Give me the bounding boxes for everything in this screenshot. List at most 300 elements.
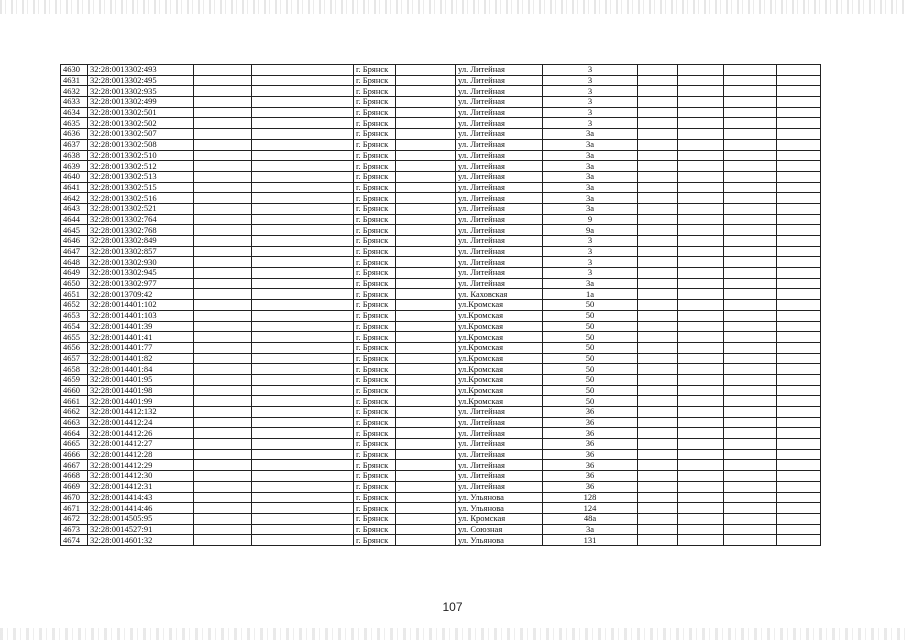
cell-empty xyxy=(678,257,724,268)
table-row xyxy=(61,182,821,193)
cell-empty xyxy=(678,353,724,364)
table-row xyxy=(61,268,821,279)
cell-city: г. Брянск xyxy=(354,503,396,514)
cell-cadastral-number: 32:28:0014412:26 xyxy=(88,428,194,439)
cell-cadastral-number: 32:28:0014401:41 xyxy=(88,332,194,343)
cell-empty xyxy=(252,107,354,118)
cell-empty xyxy=(724,524,777,535)
cell-number: 4656 xyxy=(61,342,88,353)
table-row xyxy=(61,225,821,236)
cell-cadastral-number: 32:28:0014505:95 xyxy=(88,513,194,524)
cell-empty xyxy=(252,524,354,535)
cell-empty xyxy=(252,321,354,332)
cell-empty xyxy=(777,171,821,182)
cell-empty xyxy=(724,182,777,193)
cell-cadastral-number: 32:28:0013302:977 xyxy=(88,278,194,289)
cell-empty xyxy=(777,86,821,97)
cell-number: 4669 xyxy=(61,481,88,492)
cell-empty xyxy=(638,86,678,97)
cell-city: г. Брянск xyxy=(354,471,396,482)
cell-street: ул. Союзная xyxy=(456,524,543,535)
cell-house: 3а xyxy=(543,203,638,214)
cell-number: 4652 xyxy=(61,300,88,311)
cell-number: 4631 xyxy=(61,75,88,86)
cell-house: 50 xyxy=(543,374,638,385)
scan-noise-top xyxy=(0,0,905,14)
cell-empty xyxy=(678,364,724,375)
cell-empty xyxy=(724,332,777,343)
cell-street: ул. Литейная xyxy=(456,171,543,182)
cell-street: ул. Литейная xyxy=(456,407,543,418)
cell-empty xyxy=(194,503,252,514)
cell-empty xyxy=(252,417,354,428)
cell-empty xyxy=(678,524,724,535)
cell-number: 4664 xyxy=(61,428,88,439)
cell-empty xyxy=(777,214,821,225)
cell-empty xyxy=(724,75,777,86)
cell-street: ул. Литейная xyxy=(456,182,543,193)
cell-empty xyxy=(252,503,354,514)
cell-city: г. Брянск xyxy=(354,353,396,364)
cell-city: г. Брянск xyxy=(354,396,396,407)
cell-empty xyxy=(252,364,354,375)
cell-empty xyxy=(252,342,354,353)
table-row xyxy=(61,257,821,268)
cell-house: 50 xyxy=(543,342,638,353)
cell-empty xyxy=(396,86,456,97)
cell-street: ул. Литейная xyxy=(456,460,543,471)
cell-empty xyxy=(777,129,821,140)
cell-empty xyxy=(252,65,354,76)
table-row xyxy=(61,342,821,353)
cell-empty xyxy=(724,471,777,482)
cell-empty xyxy=(396,385,456,396)
cell-empty xyxy=(396,396,456,407)
table-row xyxy=(61,171,821,182)
cell-empty xyxy=(724,193,777,204)
cell-empty xyxy=(194,65,252,76)
table-row xyxy=(61,246,821,257)
cell-empty xyxy=(194,225,252,236)
cell-empty xyxy=(252,236,354,247)
cell-empty xyxy=(194,268,252,279)
cell-number: 4670 xyxy=(61,492,88,503)
cell-empty xyxy=(724,353,777,364)
cell-number: 4637 xyxy=(61,139,88,150)
cell-street: ул. Литейная xyxy=(456,246,543,257)
cell-city: г. Брянск xyxy=(354,342,396,353)
table-row xyxy=(61,97,821,108)
table-row xyxy=(61,417,821,428)
cell-street: ул. Литейная xyxy=(456,278,543,289)
cell-empty xyxy=(396,374,456,385)
cell-cadastral-number: 32:28:0014401:99 xyxy=(88,396,194,407)
cell-number: 4642 xyxy=(61,193,88,204)
cell-empty xyxy=(678,492,724,503)
table-row xyxy=(61,513,821,524)
cell-empty xyxy=(194,236,252,247)
cell-empty xyxy=(777,97,821,108)
cell-empty xyxy=(252,150,354,161)
cell-city: г. Брянск xyxy=(354,203,396,214)
cell-street: ул.Кромская xyxy=(456,374,543,385)
cell-cadastral-number: 32:28:0013302:935 xyxy=(88,86,194,97)
cell-number: 4666 xyxy=(61,449,88,460)
cell-empty xyxy=(194,417,252,428)
cell-street: ул. Литейная xyxy=(456,203,543,214)
cell-empty xyxy=(638,97,678,108)
cell-empty xyxy=(777,407,821,418)
cell-number: 4653 xyxy=(61,310,88,321)
cell-empty xyxy=(724,417,777,428)
cell-empty xyxy=(396,171,456,182)
cell-cadastral-number: 32:28:0014401:98 xyxy=(88,385,194,396)
cell-empty xyxy=(252,118,354,129)
cell-empty xyxy=(724,407,777,418)
cell-house: 3 xyxy=(543,118,638,129)
cell-empty xyxy=(252,428,354,439)
table-row xyxy=(61,492,821,503)
cell-cadastral-number: 32:28:0014401:84 xyxy=(88,364,194,375)
cell-number: 4648 xyxy=(61,257,88,268)
cell-empty xyxy=(724,374,777,385)
cell-house: 124 xyxy=(543,503,638,514)
cell-empty xyxy=(396,503,456,514)
cell-empty xyxy=(252,300,354,311)
cell-street: ул.Кромская xyxy=(456,342,543,353)
table-row xyxy=(61,139,821,150)
cell-empty xyxy=(638,428,678,439)
cell-street: ул. Литейная xyxy=(456,161,543,172)
cell-street: ул. Литейная xyxy=(456,129,543,140)
cell-empty xyxy=(194,449,252,460)
cell-empty xyxy=(678,86,724,97)
cell-empty xyxy=(724,513,777,524)
cell-street: ул. Литейная xyxy=(456,75,543,86)
cell-empty xyxy=(678,449,724,460)
cell-empty xyxy=(194,150,252,161)
cell-empty xyxy=(777,65,821,76)
cell-number: 4674 xyxy=(61,535,88,546)
table-row xyxy=(61,439,821,450)
cell-city: г. Брянск xyxy=(354,257,396,268)
cell-empty xyxy=(396,278,456,289)
cell-city: г. Брянск xyxy=(354,225,396,236)
cell-city: г. Брянск xyxy=(354,417,396,428)
cell-empty xyxy=(194,332,252,343)
cell-street: ул. Литейная xyxy=(456,257,543,268)
cell-empty xyxy=(638,182,678,193)
cell-empty xyxy=(396,150,456,161)
cell-empty xyxy=(777,342,821,353)
cell-empty xyxy=(678,203,724,214)
cell-empty xyxy=(396,428,456,439)
cell-cadastral-number: 32:28:0013302:513 xyxy=(88,171,194,182)
cell-empty xyxy=(724,86,777,97)
cell-empty xyxy=(396,353,456,364)
cell-empty xyxy=(194,129,252,140)
cell-empty xyxy=(396,65,456,76)
cell-empty xyxy=(638,503,678,514)
cell-city: г. Брянск xyxy=(354,129,396,140)
cell-empty xyxy=(777,524,821,535)
table-row xyxy=(61,203,821,214)
cell-number: 4651 xyxy=(61,289,88,300)
table-row xyxy=(61,449,821,460)
cell-empty xyxy=(678,513,724,524)
cell-empty xyxy=(638,268,678,279)
cell-empty xyxy=(678,182,724,193)
cell-house: 3а xyxy=(543,139,638,150)
cell-empty xyxy=(638,65,678,76)
cell-empty xyxy=(194,182,252,193)
cell-cadastral-number: 32:28:0013302:849 xyxy=(88,236,194,247)
cell-cadastral-number: 32:28:0014401:82 xyxy=(88,353,194,364)
cell-empty xyxy=(252,182,354,193)
cell-cadastral-number: 32:28:0013302:945 xyxy=(88,268,194,279)
cell-empty xyxy=(252,193,354,204)
cell-street: ул. Литейная xyxy=(456,428,543,439)
cell-empty xyxy=(777,289,821,300)
cell-empty xyxy=(777,417,821,428)
cell-empty xyxy=(638,161,678,172)
cell-empty xyxy=(724,449,777,460)
cell-street: ул.Кромская xyxy=(456,332,543,343)
cell-empty xyxy=(678,300,724,311)
cell-empty xyxy=(678,460,724,471)
cell-empty xyxy=(252,460,354,471)
cell-house: 3 xyxy=(543,268,638,279)
cell-city: г. Брянск xyxy=(354,268,396,279)
cell-empty xyxy=(724,385,777,396)
table-row xyxy=(61,428,821,439)
cell-empty xyxy=(724,214,777,225)
table-row xyxy=(61,460,821,471)
cell-cadastral-number: 32:28:0013302:499 xyxy=(88,97,194,108)
cell-empty xyxy=(194,396,252,407)
cell-empty xyxy=(252,396,354,407)
cell-empty xyxy=(724,492,777,503)
cell-house: 131 xyxy=(543,535,638,546)
cell-city: г. Брянск xyxy=(354,65,396,76)
cell-empty xyxy=(638,236,678,247)
cell-empty xyxy=(194,278,252,289)
cell-cadastral-number: 32:28:0013302:493 xyxy=(88,65,194,76)
cell-house: 3а xyxy=(543,193,638,204)
cell-empty xyxy=(252,139,354,150)
cell-empty xyxy=(396,332,456,343)
cell-empty xyxy=(396,460,456,471)
cell-city: г. Брянск xyxy=(354,139,396,150)
table-row xyxy=(61,396,821,407)
cell-house: 36 xyxy=(543,449,638,460)
cell-empty xyxy=(194,471,252,482)
cell-empty xyxy=(777,150,821,161)
cell-empty xyxy=(724,257,777,268)
cell-empty xyxy=(252,278,354,289)
cell-number: 4659 xyxy=(61,374,88,385)
cell-empty xyxy=(638,278,678,289)
cell-street: ул. Литейная xyxy=(456,439,543,450)
cell-city: г. Брянск xyxy=(354,321,396,332)
cell-number: 4639 xyxy=(61,161,88,172)
table-row xyxy=(61,503,821,514)
cell-empty xyxy=(678,428,724,439)
cell-street: ул. Литейная xyxy=(456,139,543,150)
cell-empty xyxy=(194,364,252,375)
cell-empty xyxy=(724,246,777,257)
cell-empty xyxy=(678,503,724,514)
cell-empty xyxy=(777,471,821,482)
cell-empty xyxy=(724,503,777,514)
cell-empty xyxy=(678,214,724,225)
cell-empty xyxy=(396,535,456,546)
cell-number: 4630 xyxy=(61,65,88,76)
cell-street: ул. Литейная xyxy=(456,225,543,236)
table-row xyxy=(61,278,821,289)
cell-empty xyxy=(252,97,354,108)
cell-city: г. Брянск xyxy=(354,182,396,193)
cell-house: 3 xyxy=(543,246,638,257)
cell-street: ул. Литейная xyxy=(456,193,543,204)
cell-street: ул.Кромская xyxy=(456,300,543,311)
cell-empty xyxy=(194,139,252,150)
cell-empty xyxy=(638,460,678,471)
cell-house: 50 xyxy=(543,364,638,375)
cell-empty xyxy=(724,97,777,108)
cell-empty xyxy=(194,535,252,546)
cell-empty xyxy=(638,129,678,140)
cell-street: ул.Кромская xyxy=(456,364,543,375)
cell-empty xyxy=(396,417,456,428)
cell-empty xyxy=(678,321,724,332)
cell-empty xyxy=(777,332,821,343)
cell-empty xyxy=(678,193,724,204)
cell-empty xyxy=(396,364,456,375)
cell-city: г. Брянск xyxy=(354,481,396,492)
cell-empty xyxy=(252,449,354,460)
cell-empty xyxy=(777,428,821,439)
cell-street: ул. Литейная xyxy=(456,97,543,108)
cell-empty xyxy=(724,139,777,150)
cell-house: 36 xyxy=(543,417,638,428)
cell-empty xyxy=(638,257,678,268)
cell-city: г. Брянск xyxy=(354,428,396,439)
cell-street: ул. Ульянова xyxy=(456,492,543,503)
table-row xyxy=(61,193,821,204)
cell-empty xyxy=(638,300,678,311)
cell-empty xyxy=(678,150,724,161)
cell-number: 4667 xyxy=(61,460,88,471)
cell-house: 48а xyxy=(543,513,638,524)
cell-empty xyxy=(678,161,724,172)
cell-house: 1а xyxy=(543,289,638,300)
table-row xyxy=(61,75,821,86)
cell-empty xyxy=(194,439,252,450)
table-row xyxy=(61,236,821,247)
cell-house: 50 xyxy=(543,300,638,311)
cell-empty xyxy=(724,342,777,353)
cell-city: г. Брянск xyxy=(354,310,396,321)
cell-cadastral-number: 32:28:0014414:43 xyxy=(88,492,194,503)
cell-empty xyxy=(678,65,724,76)
cell-empty xyxy=(777,385,821,396)
cell-city: г. Брянск xyxy=(354,86,396,97)
cell-empty xyxy=(638,193,678,204)
cell-empty xyxy=(638,417,678,428)
cell-house: 50 xyxy=(543,396,638,407)
table-row xyxy=(61,118,821,129)
cell-city: г. Брянск xyxy=(354,75,396,86)
cell-number: 4645 xyxy=(61,225,88,236)
cell-street: ул. Литейная xyxy=(456,417,543,428)
cell-empty xyxy=(638,342,678,353)
cell-empty xyxy=(252,257,354,268)
cell-number: 4658 xyxy=(61,364,88,375)
cell-cadastral-number: 32:28:0014401:103 xyxy=(88,310,194,321)
cell-street: ул. Ульянова xyxy=(456,503,543,514)
cell-empty xyxy=(396,107,456,118)
cell-empty xyxy=(638,449,678,460)
cell-empty xyxy=(194,353,252,364)
cell-empty xyxy=(252,171,354,182)
cell-empty xyxy=(396,268,456,279)
cell-empty xyxy=(638,513,678,524)
cell-cadastral-number: 32:28:0014412:27 xyxy=(88,439,194,450)
cell-number: 4660 xyxy=(61,385,88,396)
cell-city: г. Брянск xyxy=(354,278,396,289)
cell-empty xyxy=(194,214,252,225)
cell-empty xyxy=(194,310,252,321)
cell-house: 50 xyxy=(543,353,638,364)
table-row xyxy=(61,524,821,535)
cell-empty xyxy=(638,439,678,450)
cell-empty xyxy=(194,97,252,108)
cell-empty xyxy=(252,289,354,300)
cell-house: 3 xyxy=(543,107,638,118)
cell-empty xyxy=(194,171,252,182)
cell-house: 3а xyxy=(543,524,638,535)
cell-city: г. Брянск xyxy=(354,150,396,161)
table-row xyxy=(61,364,821,375)
cell-empty xyxy=(724,300,777,311)
cell-empty xyxy=(724,161,777,172)
cell-empty xyxy=(638,353,678,364)
cell-house: 3 xyxy=(543,236,638,247)
cell-number: 4638 xyxy=(61,150,88,161)
cell-empty xyxy=(638,524,678,535)
table-row xyxy=(61,214,821,225)
cell-street: ул. Литейная xyxy=(456,214,543,225)
cell-empty xyxy=(678,268,724,279)
table-row xyxy=(61,161,821,172)
cell-street: ул. Литейная xyxy=(456,471,543,482)
cell-cadastral-number: 32:28:0014412:29 xyxy=(88,460,194,471)
cell-empty xyxy=(678,75,724,86)
cell-city: г. Брянск xyxy=(354,332,396,343)
cell-number: 4661 xyxy=(61,396,88,407)
cell-number: 4634 xyxy=(61,107,88,118)
cell-cadastral-number: 32:28:0014412:30 xyxy=(88,471,194,482)
cell-cadastral-number: 32:28:0014601:32 xyxy=(88,535,194,546)
cell-empty xyxy=(777,182,821,193)
cell-empty xyxy=(252,129,354,140)
cell-empty xyxy=(678,118,724,129)
cell-empty xyxy=(252,75,354,86)
page-number: 107 xyxy=(442,600,463,614)
cell-city: г. Брянск xyxy=(354,161,396,172)
table-row xyxy=(61,310,821,321)
